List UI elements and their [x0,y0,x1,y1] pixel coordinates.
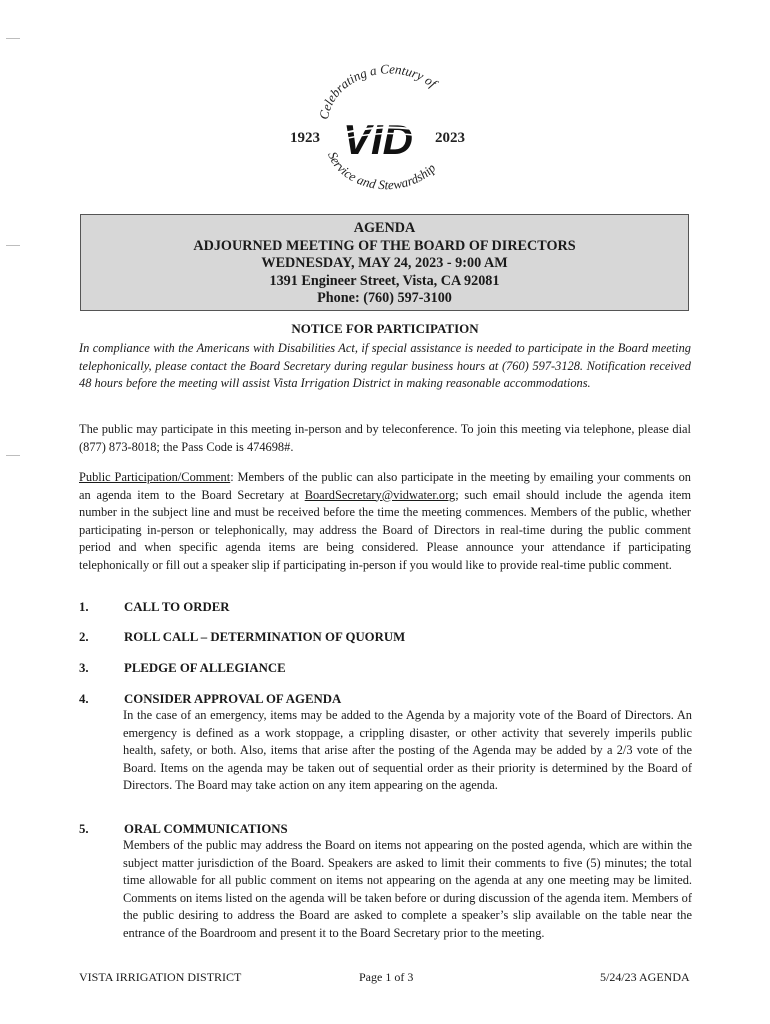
public-comment-text-b: ; such email should include the agenda item number in the subject line and must be received before the time the meeting commences. Members of the public, whether participating in-person or telephonically, may address the Board of Directors in real-time during the public comment period and when specific agenda items are being considered. Please announce your attendance if participating telephonically or fill out a speaker slip if participating in-person if you would like to provide real-time public comment. [79,487,691,572]
scan-edge-mark [6,245,20,246]
district-logo [290,62,480,212]
item-2-title: ROLL CALL – DETERMINATION OF QUORUM [124,630,406,644]
footer-page-number: Page 1 of 3 [359,970,414,984]
item-4-title: CONSIDER APPROVAL OF AGENDA [124,692,342,706]
footer-district-name: VISTA IRRIGATION DISTRICT [79,970,242,984]
ada-notice: In compliance with the Americans with Disabilities Act, if special assistance is needed to participate in the Board meeting telephonically, please contact the Board Secretary during regular business hours at (760) 597-3128. Notification received 48 hours before the meeting will assist Vista Irrigation District in making reasonable accommodations. [79,341,691,391]
public-comment-text-a: : Members of the public can also participate in the meeting by emailing your comments on an agenda item to the Board Secretary at [79,470,691,502]
scan-edge-mark [6,455,20,456]
agenda-header-box [80,214,689,311]
board-secretary-email-link[interactable]: BoardSecretary@vidwater.org [304,487,456,502]
phone-participation: The public may participate in this meeting in-person and by teleconference. To join this meeting via telephone, please dial (877) 873-8018; the Pass Code is 474698#. [79,422,691,454]
item-1-number: 1. [79,600,89,614]
header-meeting-title: ADJOURNED MEETING OF THE BOARD OF DIRECTORS [193,237,576,254]
item-5-number: 5. [79,822,89,836]
item-4-number: 4. [79,692,89,706]
centennial-seal-icon [290,62,480,212]
footer-agenda-date: 5/24/23 AGENDA [600,970,690,984]
public-comment-paragraph [79,469,691,575]
scan-edge-mark [6,38,20,39]
item-4-body: In the case of an emergency, items may be added to the Agenda by a majority vote of the Board of Directors. An emergency is defined as a work stoppage, a crippling disaster, or other activity that severely imperils public health, safety, or both. Also, items that arise after the posting of the Agenda may be added by a 2/3 vote of the Board. Items on the agenda may be taken out of sequential order as their priority is determined by the Board of Directors. The Board may take action on any item appearing on the agenda. [123,708,692,793]
logo-arc-top: Celebrating a Century of [316,62,440,121]
logo-year-right: 2023 [435,130,465,146]
item-3-title: PLEDGE OF ALLEGIANCE [124,661,286,675]
item-1-title: CALL TO ORDER [124,600,230,614]
item-5-body: Members of the public may address the Board on items not appearing on the posted agenda, which are within the subject matter jurisdiction of the Board. Speakers are asked to limit their comments to five (5) minutes; the total time allowable for all public comment on items not appearing on the agenda at any one meeting may be limited. Comments on items listed on the agenda will be taken before or during discussion of the agenda item. Members of the public desiring to address the Board are asked to complete a speaker’s slip available on the table near the entrance of the Boardroom and present it to the Board Secretary prior to the meeting. [123,838,692,940]
logo-mark: VID [343,116,414,163]
header-phone: Phone: (760) 597-3100 [317,290,452,306]
header-address: 1391 Engineer Street, Vista, CA 92081 [269,272,500,289]
header-date-time: WEDNESDAY, MAY 24, 2023 - 9:00 AM [261,255,508,271]
item-2-number: 2. [79,630,89,644]
svg-text:Celebrating a Century of [316,62,442,121]
logo-arc-bottom: Service and Stewardship [325,149,439,193]
notice-title: NOTICE FOR PARTICIPATION [291,321,479,336]
header-agenda: AGENDA [353,220,416,236]
logo-year-left: 1923 [290,130,320,146]
item-3-number: 3. [79,661,89,675]
public-comment-label: Public Participation/Comment [79,470,231,484]
item-5-title: ORAL COMMUNICATIONS [124,822,288,836]
